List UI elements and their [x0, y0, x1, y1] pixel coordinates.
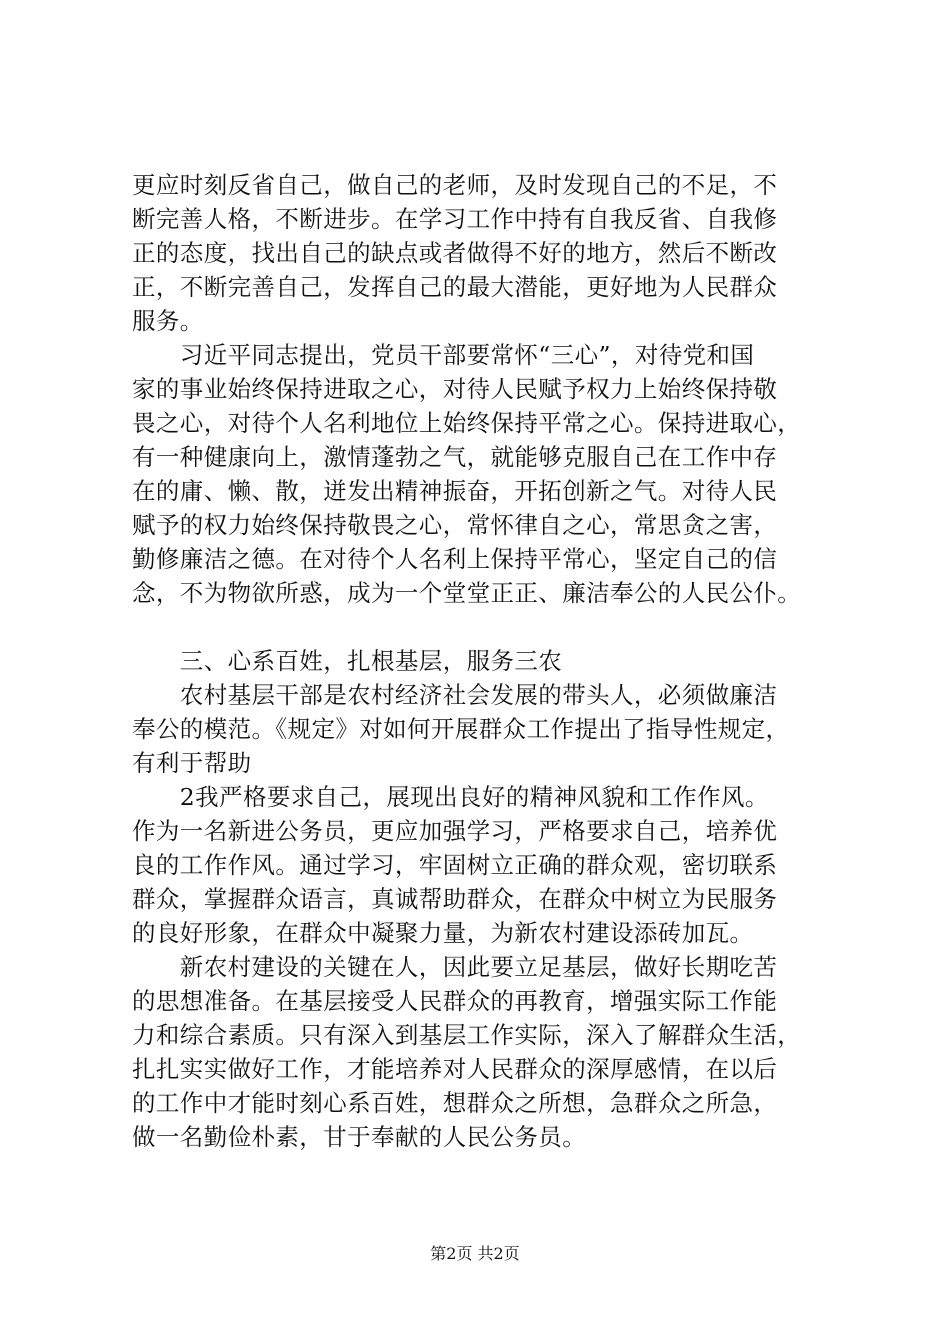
document-body — [132, 168, 852, 1154]
text-line: 赋予的权力始终保持敬畏之心，常怀律自之心，常思贪之害， — [132, 511, 778, 539]
text-line: 有一种健康向上，激情蓬勃之气，就能够克服自己在工作中存 — [132, 443, 778, 471]
text-line: 良的工作作风。通过学习，牢固树立正确的群众观，密切联系 — [132, 851, 778, 879]
text-line: 断完善人格，不断进步。在学习工作中持有自我反省、自我修 — [132, 205, 778, 233]
text-line: 在的庸、懒、散，迸发出精神振奋，开拓创新之气。对待人民 — [132, 477, 778, 505]
text-line: 扎扎实实做好工作，才能培养对人民群众的深厚感情，在以后 — [132, 1055, 778, 1083]
text-line: 的思想准备。在基层接受人民群众的再教育，增强实际工作能 — [132, 987, 778, 1015]
text-line: 正，不断完善自己，发挥自己的最大潜能，更好地为人民群众 — [132, 273, 778, 301]
text-line: 作为一名新进公务员，更应加强学习，严格要求自己，培养优 — [132, 817, 778, 845]
section-heading: 三、心系百姓，扎根基层，服务三农 — [132, 647, 563, 675]
text-line: 奉公的模范。《规定》对如何开展群众工作提出了指导性规定， — [132, 715, 790, 743]
text-line: 做一名勤俭朴素，甘于奉献的人民公务员。 — [132, 1123, 587, 1151]
text-line: 的工作中才能时刻心系百姓，想群众之所想，急群众之所急， — [132, 1089, 778, 1117]
text-line: 习近平同志提出，党员干部要常怀“三心”，对待党和国 — [132, 341, 755, 369]
text-line: 有利于帮助 — [132, 749, 252, 777]
text-line: 力和综合素质。只有深入到基层工作实际，深入了解群众生活， — [132, 1021, 802, 1049]
text-line: 新农村建设的关键在人，因此要立足基层，做好长期吃苦 — [132, 953, 778, 981]
paragraph-gap — [132, 610, 852, 644]
text-line: 勤修廉洁之德。在对待个人名利上保持平常心，坚定自己的信 — [132, 545, 778, 573]
page-number-footer: 第2页 共2页 — [430, 1244, 520, 1263]
text-line: 念，不为物欲所惑，成为一个堂堂正正、廉洁奉公的人民公仆。 — [132, 579, 802, 607]
text-line: 家的事业始终保持进取之心，对待人民赋予权力上始终保持敬 — [132, 375, 778, 403]
text-line: 服务。 — [132, 307, 204, 335]
text-line: 群众，掌握群众语言，真诚帮助群众，在群众中树立为民服务 — [132, 885, 778, 913]
text-line: 正的态度，找出自己的缺点或者做得不好的地方，然后不断改 — [132, 239, 778, 267]
text-line: 2我严格要求自己，展现出良好的精神风貌和工作作风。 — [132, 783, 769, 811]
text-line: 农村基层干部是农村经济社会发展的带头人，必须做廉洁 — [132, 681, 778, 709]
text-line: 的良好形象，在群众中凝聚力量，为新农村建设添砖加瓦。 — [132, 919, 754, 947]
text-line: 更应时刻反省自己，做自己的老师，及时发现自己的不足，不 — [132, 171, 778, 199]
text-line: 畏之心，对待个人名利地位上始终保持平常之心。保持进取心， — [132, 409, 802, 437]
